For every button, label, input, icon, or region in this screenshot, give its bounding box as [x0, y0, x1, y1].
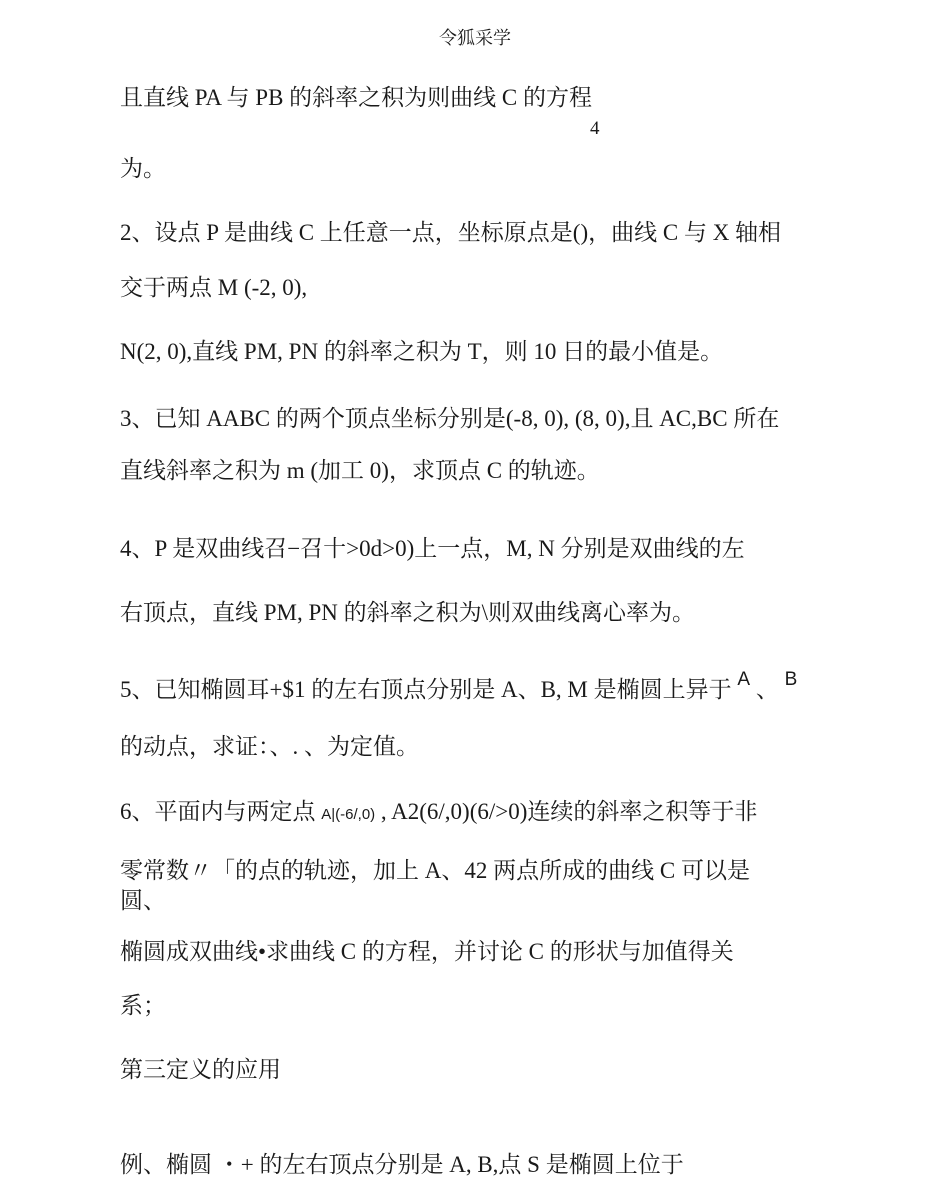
question-2-line-1: 2、设点 P 是曲线 C 上任意一点，坐标原点是()，曲线 C 与 X 轴相: [120, 220, 782, 245]
question-2-line-3: N(2, 0),直线 PM, PN 的斜率之积为 T，则 10 日的最小值是。: [120, 339, 724, 364]
question-5-line-1: [120, 669, 798, 702]
question-6-line-3: 圆、: [120, 888, 166, 913]
question-4-line-2: 右顶点，直线 PM, PN 的斜率之积为\则双曲线离心率为。: [120, 600, 696, 625]
question-2-line-2: 交于两点 M (-2, 0),: [120, 275, 308, 300]
page-header-title: 令狐采学: [439, 28, 511, 49]
question-6-suffix: , A2(6/,0)(6/>0)连续的斜率之积等于非: [380, 799, 758, 824]
point-a1-label: A|(-6/,0): [321, 806, 376, 823]
question-6-line-2: 零常数〃「的点的轨迹，加上 A、42 两点所成的曲线 C 可以是: [120, 858, 750, 883]
question-3-line-1: 3、已知 AABC 的两个顶点坐标分别是(-8, 0), (8, 0),且 AC,BC 所在: [120, 406, 780, 431]
text-line-1: 且直线 PA 与 PB 的斜率之积为则曲线 C 的方程: [120, 85, 592, 110]
example-line-1: 例、椭圆 ・+ 的左右顶点分别是 A, B,点 S 是椭圆上位于: [120, 1152, 684, 1177]
question-6-line-5: 系；: [120, 993, 166, 1018]
section-heading: 第三定义的应用: [120, 1057, 281, 1082]
superscript-four: 4: [590, 118, 600, 139]
question-6-line-1: [120, 800, 757, 823]
vertex-b-label: B: [784, 669, 798, 690]
question-3-line-2: 直线斜率之积为 m (加工 0)，求顶点 C 的轨迹。: [120, 458, 600, 483]
question-6-prefix: 6、平面内与两定点: [120, 799, 316, 824]
question-5-text: 5、已知椭圆耳+$1 的左右顶点分别是 A、B, M 是椭圆上异于: [120, 677, 732, 702]
question-4-line-1: 4、P 是双曲线召−召十>0d>0)上一点，M, N 分别是双曲线的左: [120, 536, 745, 561]
vertex-a-label: A: [737, 669, 751, 690]
text-line-2: 为。: [120, 156, 166, 181]
question-6-line-4: 椭圆成双曲线•求曲线 C 的方程，并讨论 C 的形状与加值得关: [120, 939, 734, 964]
question-5-line-2: 的动点，求证：、. 、为定值。: [120, 734, 419, 759]
vertex-separator: 、: [755, 677, 779, 702]
